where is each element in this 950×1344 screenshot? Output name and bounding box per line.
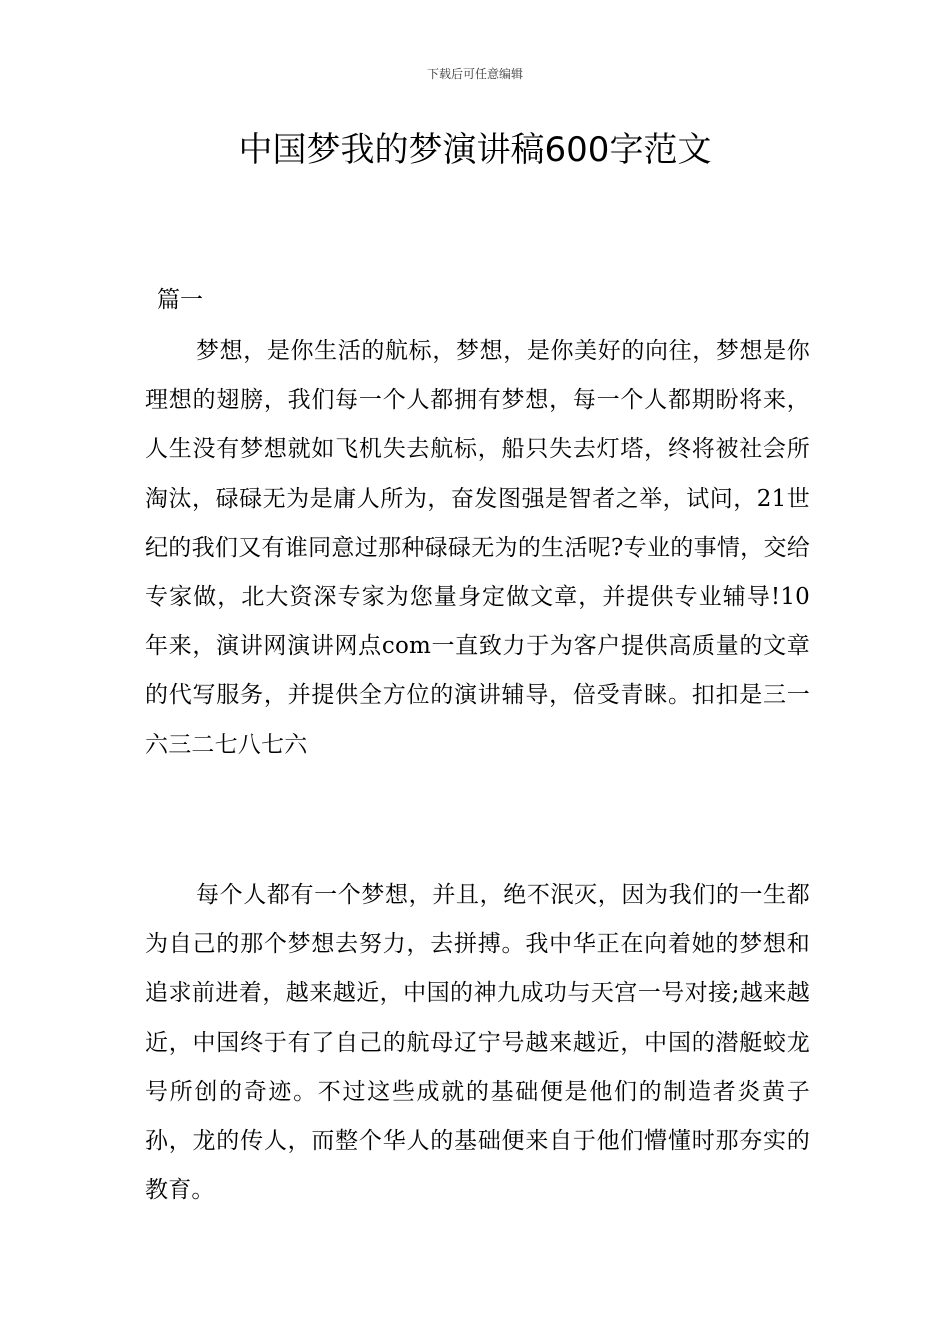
body-paragraph-1: 梦想，是你生活的航标，梦想，是你美好的向往，梦想是你理想的翅膀，我们每一个人都拥有梦想，每一个人都期盼将来，人生没有梦想就如飞机失去航标，船只失去灯塔，终将被社会所淘汰，碌碌无为是庸人所为，奋发图强是智者之举，试问，21世纪的我们又有谁同意过那种碌碌无为的生活呢?专业的事情，交给专家做，北大资深专家为您量身定做文章，并提供专业辅导!10年来，演讲网演讲网点com一直致力于为客户提供高质量的文章的代写服务，并提供全方位的演讲辅导，倍受青睐。扣扣是三一六三二七八七六 [145, 338, 810, 758]
section-label: 篇一 [157, 287, 203, 313]
body-paragraph-2: 每个人都有一个梦想，并且，绝不泯灭，因为我们的一生都为自己的那个梦想去努力，去拼搏。我中华正在向着她的梦想和追求前进着，越来越近，中国的神九成功与天宫一号对接;越来越近，中国终于有了自己的航母辽宁号越来越近，中国的潜艇蛟龙号所创的奇迹。不过这些成就的基础便是他们的制造者炎黄子孙，龙的传人，而整个华人的基础便来自于他们懵懂时那夯实的教育。 [145, 882, 810, 1204]
page-header-note: 下载后可任意编辑 [426, 67, 523, 81]
document-title: 中国梦我的梦演讲稿600字范文 [238, 130, 712, 170]
